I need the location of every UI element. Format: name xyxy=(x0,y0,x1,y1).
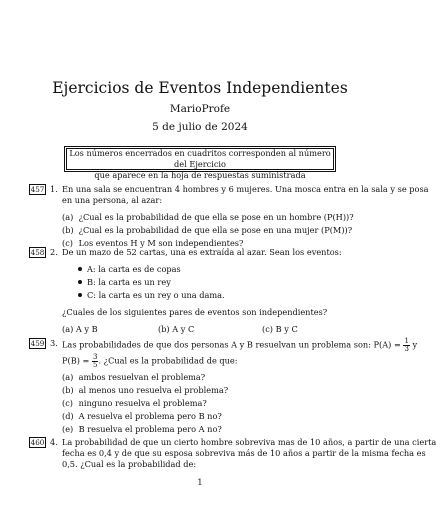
exercise-item-d: (d) A resuelva el problema pero B no? xyxy=(62,411,222,421)
exercise-id-box: 458 xyxy=(30,248,45,257)
instructions-box xyxy=(64,146,336,180)
exercise-item-c: (c) ninguno resuelva el problema? xyxy=(62,398,207,408)
exercise-text-line: Las probabilidades de que dos personas A y B resuelvan un problema son: P(A) = $\frac{1}{3}$ y xyxy=(62,337,418,353)
option-b: (b) A y C xyxy=(158,324,195,334)
exercise-number: 1. xyxy=(50,184,58,194)
event-bullet-c: C: la carta es un rey o una dama. xyxy=(78,290,225,301)
exercise-text-line: 0,5. ¿Cual es la probabilidad de: xyxy=(62,459,197,469)
option-a: (a) A y B xyxy=(62,324,98,334)
exercise-text-line: En una sala se encuentran 4 hombres y 6 mujeres. Una mosca entra en la sala y se posa xyxy=(62,184,429,194)
instructions-line-2: que aparece en la hoja de respuestas suministrada xyxy=(94,170,306,180)
exercise-text-line: en una persona, al azar: xyxy=(62,195,163,205)
event-bullet-b: B: la carta es un rey xyxy=(78,277,171,288)
exercise-id-box: 460 xyxy=(30,438,45,447)
bullet-icon xyxy=(78,267,82,271)
fraction-pb: $\frac{3}{5}$ xyxy=(93,353,98,369)
bullet-icon xyxy=(78,293,82,297)
exercise-text-line: P(B) = $\frac{3}{5}$ . ¿Cual es la probabilidad de que: xyxy=(62,353,238,369)
option-c: (c) B y C xyxy=(262,324,298,334)
exercise-item-a: (a) ¿Cual es la probabilidad de que ella se pose en un hombre (P(H))? xyxy=(62,212,354,222)
exercise-text-line: De un mazo de 52 cartas, una es extraída al azar. Sean los eventos: xyxy=(62,247,342,257)
document-title: Ejercicios de Eventos Independientes xyxy=(52,79,348,97)
event-bullet-a: A: la carta es de copas xyxy=(78,264,181,275)
document-author: MarioProfe xyxy=(169,103,231,115)
exercise-number: 2. xyxy=(50,247,58,257)
page-number: 1 xyxy=(197,478,203,488)
exercise-item-c: (c) Los eventos H y M son independientes? xyxy=(62,238,244,248)
exercise-item-e: (e) B resuelva el problema pero A no? xyxy=(62,424,222,434)
exercise-item-b: (b) ¿Cual es la probabilidad de que ella se pose en una mujer (P(M))? xyxy=(62,225,353,235)
exercise-item-a: (a) ambos resuelvan el problema? xyxy=(62,372,206,382)
bullet-icon xyxy=(78,280,82,284)
exercise-text-line: La probabilidad de que un cierto hombre sobreviva mas de 10 años, a partir de una cierta xyxy=(62,437,436,447)
instructions-line-1: Los números encerrados en cuadritos corresponden al número del Ejercicio xyxy=(69,148,331,169)
exercise-question: ¿Cuales de los siguientes pares de eventos son independientes? xyxy=(62,307,328,317)
exercise-id-box: 459 xyxy=(30,339,45,348)
exercise-text-line: fecha es 0,4 y de que su esposa sobreviva más de 10 años a partir de la misma fecha es xyxy=(62,448,426,458)
exercise-id-box: 457 xyxy=(30,185,45,194)
document-date: 5 de julio de 2024 xyxy=(152,121,248,133)
fraction-pa: $\frac{1}{3}$ xyxy=(404,337,409,353)
exercise-number: 3. xyxy=(50,338,58,348)
exercise-item-b: (b) al menos uno resuelva el problema? xyxy=(62,385,229,395)
exercise-number: 4. xyxy=(50,437,58,447)
